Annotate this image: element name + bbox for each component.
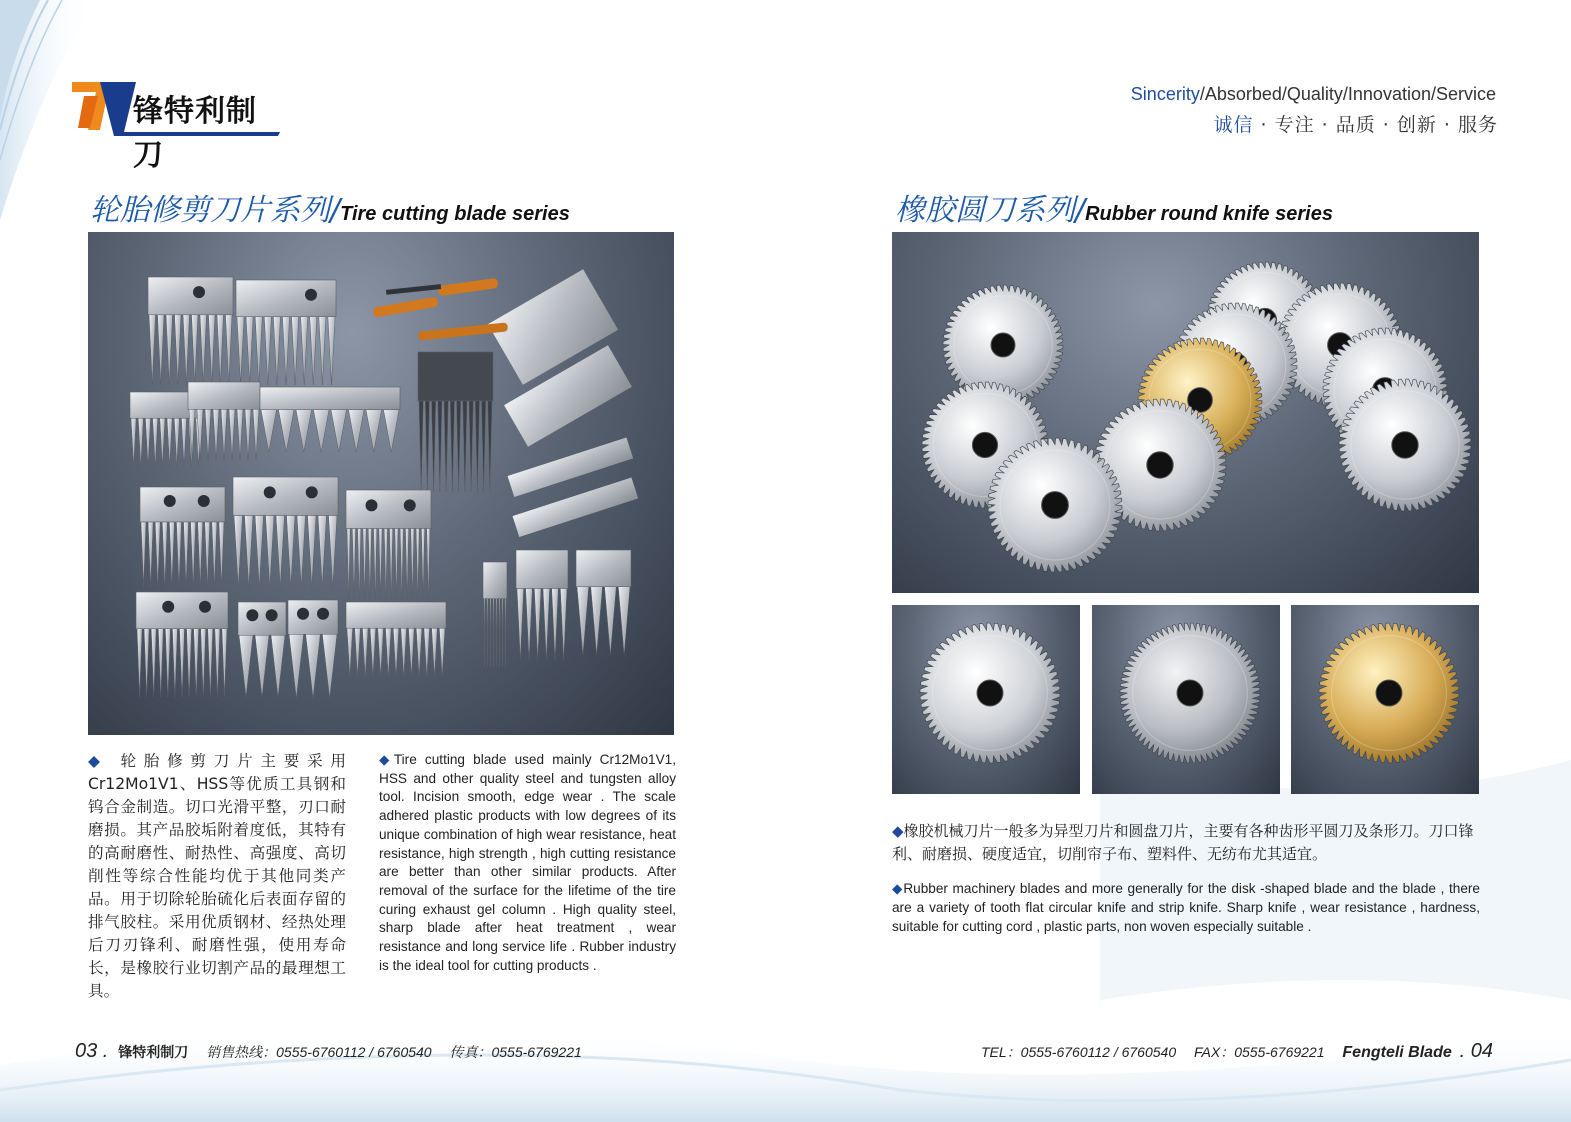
slogan-cn <box>1214 110 1499 137</box>
comb-blade-icon <box>236 280 336 385</box>
page-number: 03 . <box>75 1040 109 1062</box>
saw-blade-icon <box>1291 605 1479 794</box>
desc-en-text: Rubber machinery blades and more generally for the disk -shaped blade and the blade , there are a variety of tooth flat circular knife and strip knife. Sharp knife , wear resistance , hardness, suitable for cutting cord , plastic parts, non woven especially suitable . <box>892 881 1480 934</box>
round-knives-photo <box>892 232 1479 593</box>
knife-thumbnail-3 <box>1291 605 1479 794</box>
slogan-en-highlight: Sincerity <box>1130 84 1200 104</box>
page-number: . 04 <box>1459 1040 1493 1062</box>
tire-blade-description-en <box>379 751 676 975</box>
title-cn: 橡胶圆刀系列/ <box>895 193 1086 228</box>
footer-right <box>981 1040 1493 1063</box>
saw-blade-icon <box>1120 623 1260 763</box>
knife-thumbnail-1 <box>892 605 1080 794</box>
comb-blades-illustration <box>88 232 674 735</box>
footer-brand: 锋特利制刀 <box>118 1045 189 1061</box>
saw-blade-icon <box>1319 623 1459 763</box>
bullet-diamond-icon: ◆ <box>88 752 108 770</box>
hand-tool-icon <box>373 278 509 341</box>
saw-blade-icon <box>1092 605 1280 794</box>
slogan-en <box>1131 84 1496 105</box>
title-en: Rubber round knife series <box>1085 203 1333 225</box>
bullet-diamond-icon: ◆ <box>379 752 394 767</box>
saw-blade-icon <box>920 623 1060 763</box>
slogan-cn-rest: · 专注 · 品质 · 创新 · 服务 <box>1253 114 1498 136</box>
comb-blade-icon <box>233 477 338 587</box>
section-title-round-knives <box>895 185 1333 229</box>
knife-thumbnail-2 <box>1092 605 1280 794</box>
comb-blade-icon <box>516 550 568 660</box>
strip-knife-icon <box>488 269 638 537</box>
slogan-cn-highlight: 诚信 <box>1213 114 1254 136</box>
saw-blade-icon <box>892 605 1080 794</box>
comb-blade-icon <box>148 277 233 385</box>
footer-left <box>75 1040 582 1063</box>
title-en: Tire cutting blade series <box>340 203 570 225</box>
slogan-en-rest: /Absorbed/Quality/Innovation/Service <box>1199 84 1496 104</box>
logo-text: 锋特利制刀 <box>133 94 257 173</box>
comb-blade-icon <box>136 592 228 697</box>
bullet-diamond-icon: ◆ <box>892 881 904 896</box>
round-saws-illustration <box>892 232 1479 593</box>
footer-brand-en: Fengteli Blade <box>1342 1044 1452 1061</box>
comb-blade-icon <box>140 487 225 587</box>
tire-blades-photo <box>88 232 674 735</box>
comb-blade-icon <box>418 352 493 492</box>
comb-blade-icon <box>288 600 338 698</box>
comb-blade-icon <box>576 550 631 655</box>
desc-en-text: Tire cutting blade used mainly Cr12Mo1V1, HSS and other quality steel and tungsten alloy tool. Incision smooth, edge wear . The scale adhered plastic products with low degrees of its unique combination of high wear resistance, heat resistance, high strength , high cutting resistance are better than other similar products. After removal of the surface for the lifetime of the tire curing exhaust gel column . High quality steel, sharp blade after heat treatment , wear resistance and long service life . Rubber industry is the ideal tool for cutting products . <box>379 752 676 973</box>
footer-fax: FAX：0555-6769221 <box>1194 1044 1325 1060</box>
comb-blade-icon <box>346 602 446 677</box>
comb-blade-icon <box>260 387 400 452</box>
desc-cn-text: 轮胎修剪刀片主要采用Cr12Mo1V1、HSS等优质工具钢和钨合金制造。切口光滑平整，刃口耐磨损。其产品胶垢附着度低，其特有的高耐磨性、耐热性、高强度、高切削性等综合性能均优于其他同类产品。用于切除轮胎硫化后表面存留的排气胶柱。采用优质钢材、经热处理后刀刃锋利、耐磨性强，使用寿命长，是橡胶行业切割产品的最理想工具。 <box>88 752 346 1000</box>
company-logo <box>70 78 285 173</box>
comb-blade-icon <box>346 490 431 600</box>
comb-blade-icon <box>238 602 286 697</box>
bullet-diamond-icon: ◆ <box>892 822 904 840</box>
footer-fax: 传真：0555-6769221 <box>449 1044 582 1060</box>
round-knife-description-en <box>892 880 1480 936</box>
comb-blade-icon <box>483 562 507 667</box>
desc-cn-text: 橡胶机械刀片一般多为异型刀片和圆盘刀片，主要有各种齿形平圆刀及条形刀。刀口锋利、耐磨损、硬度适宜，切削帘子布、塑料件、无纺布尤其适宜。 <box>892 822 1474 863</box>
round-knife-description-cn <box>892 820 1492 866</box>
footer-hotline: 销售热线：0555-6760112 / 6760540 <box>206 1044 432 1060</box>
tire-blade-description-cn <box>88 750 346 1003</box>
section-title-tire-blades <box>90 185 570 229</box>
footer-tel: TEL：0555-6760112 / 6760540 <box>980 1044 1177 1060</box>
title-cn: 轮胎修剪刀片系列/ <box>90 193 341 228</box>
